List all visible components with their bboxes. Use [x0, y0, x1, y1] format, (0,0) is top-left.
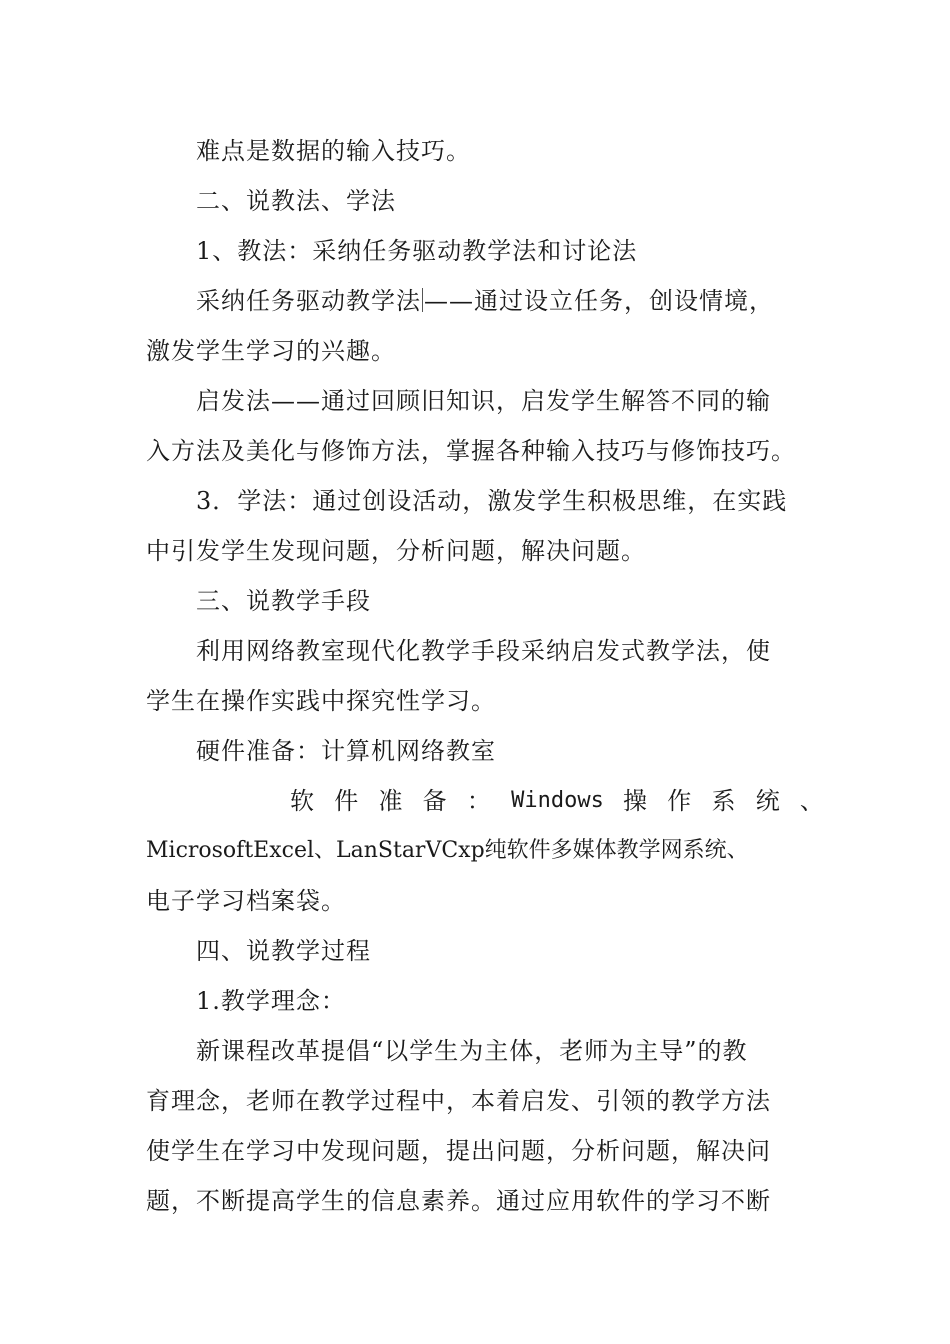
spread-token: 作 [667, 787, 693, 815]
paragraph-line: 硬件准备：计算机网络教室 [196, 737, 496, 765]
spread-token: 系 [711, 787, 737, 815]
paragraph-line: 电子学习档案袋。 [146, 887, 346, 915]
text-cursor-mark [422, 288, 423, 312]
spread-token: ： [466, 787, 492, 815]
spread-token: 操 [623, 787, 649, 815]
subsection-heading: 1、教法：采纳任务驱动教学法和讨论法 [196, 237, 638, 265]
spread-token: 件 [334, 787, 360, 815]
paragraph-line: 激发学生学习的兴趣。 [146, 337, 396, 365]
paragraph-line: 难点是数据的输入技巧。 [196, 137, 471, 165]
paragraph-line: MicrosoftExcel、LanStarVCxp纯软件多媒体教学网系统、 [146, 838, 749, 863]
paragraph-line: 新课程改革提倡“以学生为主体，老师为主导”的教 [196, 1037, 748, 1065]
paragraph-line: 育理念，老师在教学过程中，本着启发、引领的教学方法 [146, 1087, 771, 1115]
spread-token: 软 [290, 787, 315, 815]
paragraph-line: 使学生在学习中发现问题，提出问题，分析问题，解决问 [146, 1137, 771, 1165]
spread-token: 准 [378, 787, 404, 815]
paragraph-text: ——通过设立任务，创设情境， [424, 287, 774, 315]
paragraph-line: 题，不断提高学生的信息素养。通过应用软件的学习不断 [146, 1187, 771, 1215]
spread-token: Windows [511, 788, 604, 813]
paragraph-line: 学生在操作实践中探究性学习。 [146, 687, 496, 715]
paragraph-line: 利用网络教室现代化教学手段采纳启发式教学法，使 [196, 637, 771, 665]
section-heading: 四、说教学过程 [196, 937, 371, 965]
paragraph-line [196, 286, 774, 316]
section-heading: 二、说教法、学法 [196, 187, 396, 215]
spread-token: 统 [755, 787, 781, 815]
paragraph-line: 中引发学生发现问题，分析问题，解决问题。 [146, 537, 646, 565]
subsection-heading: 1.教学理念： [196, 987, 346, 1015]
spread-token: 、 [799, 787, 825, 815]
paragraph-line: 启发法——通过回顾旧知识，启发学生解答不同的输 [196, 387, 771, 415]
paragraph-text: 采纳任务驱动教学法 [196, 287, 421, 315]
section-heading: 三、说教学手段 [196, 587, 371, 615]
spread-token: 备 [422, 787, 448, 815]
paragraph-line: 入方法及美化与修饰方法，掌握各种输入技巧与修饰技巧。 [146, 437, 796, 465]
justified-line [290, 786, 825, 816]
paragraph-line: 3．学法：通过创设活动，激发学生积极思维，在实践 [196, 487, 788, 515]
